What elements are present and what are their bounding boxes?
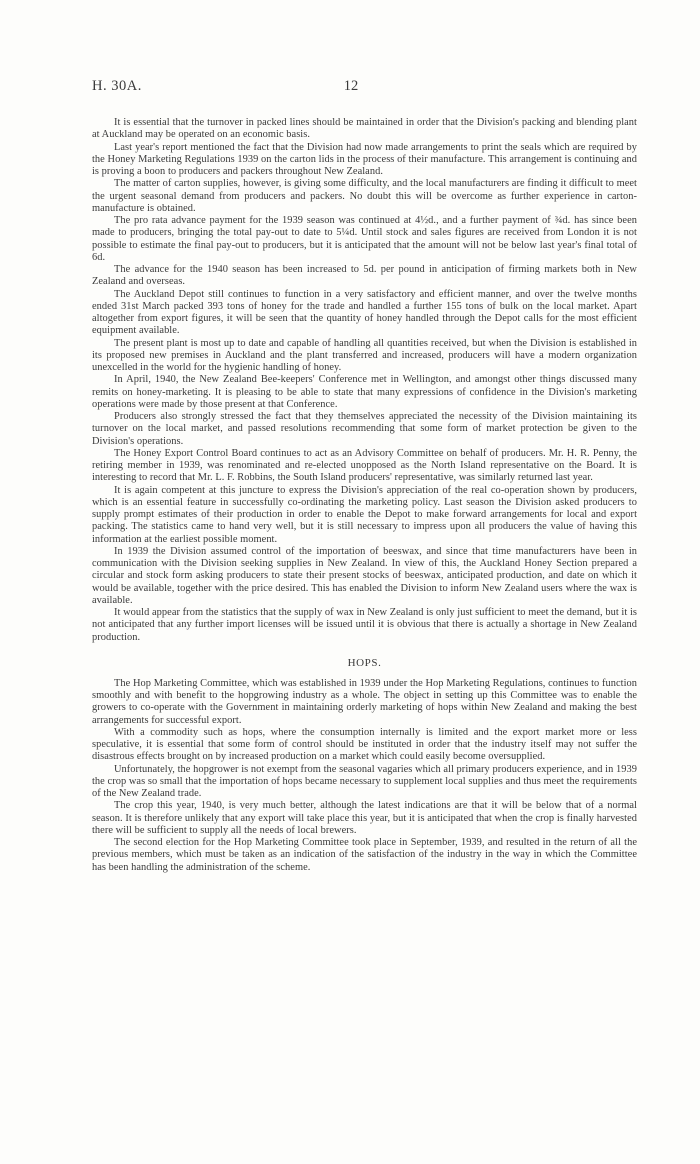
paragraph: The advance for the 1940 season has been increased to 5d. per pound in anticipation of firming markets both in New Zealand and overseas. (92, 264, 637, 288)
paragraph: It would appear from the statistics that the supply of wax in New Zealand is only just sufficient to meet the demand, but it is not anticipated that any further import licenses will be issued until it is obvious that there is actually a shortage in New Zealand production. (92, 607, 637, 643)
paragraph: The second election for the Hop Marketing Committee took place in September, 1939, and resulted in the return of all the previous members, which must be taken as an indication of the satisfaction of the industry in the way in which the Committee has been handling the administration of the scheme. (92, 837, 637, 873)
paragraph: Last year's report mentioned the fact that the Division had now made arrangements to print the seals which are required by the Honey Marketing Regulations 1939 on the carton lids in the process of their manufacture. This arrangement is continuing and is proving a boon to producers and packers throughout New Zealand. (92, 141, 637, 177)
paragraph: The Honey Export Control Board continues to act as an Advisory Committee on behalf of producers. Mr. H. R. Penny, the retiring member in 1939, was renominated and re-elected unopposed as the North Island representative on the Board. It is interesting to record that Mr. L. F. Robbins, the South Island producers' representative, was similarly returned last year. (92, 447, 637, 484)
paragraph: In April, 1940, the New Zealand Bee-keepers' Conference met in Wellington, and amongst other things discussed many remits on honey-marketing. It is pleasing to be able to state that many expressions of confidence in the Division's marketing operations were made by those present at that Conference. (92, 374, 637, 410)
paragraph: The pro rata advance payment for the 1939 season was continued at 4½d., and a further payment of ¾d. has since been made to producers, bringing the total pay-out to date to 5¼d. Until stock and sales figures are received from London it is not possible to estimate the final pay-out to producers, but it is anticipated that the amount will not be below last year's final total of 6d. (92, 215, 637, 263)
paragraph: The Hop Marketing Committee, which was established in 1939 under the Hop Marketing Regulations, continues to function smoothly and with benefit to the hopgrowing industry as a whole. The object in setting up this Committee was to enable the growers to co-operate with the Government in maintaining orderly marketing of hops within New Zealand and making the best arrangements for successful export. (92, 677, 637, 726)
paragraph: It is again competent at this juncture to express the Division's appreciation of the real co-operation shown by producers, which is an essential feature in successfully co-ordinating the marketing policy. Last season the Division asked producers to supply prompt estimates of their production in order to enable the Depot to make forward arrangements for local and export packing. The statistics came to hand very well, but it is still necessary to impress upon all producers the value of having this information at the earliest possible moment. (92, 484, 637, 545)
page-body (92, 117, 637, 874)
page-header (92, 78, 610, 98)
paragraph: In 1939 the Division assumed control of the importation of beeswax, and since that time manufacturers have been in communication with the Division seeking supplies in New Zealand. In view of this, the Auckland Honey Section prepared a circular and stock form asking producers to state their present stocks of beeswax, anticipated production, and date on which it would be available, together with the price desired. This has enabled the Division to inform New Zealand users where the wax is available. (92, 545, 637, 606)
page-number: 12 (343, 78, 359, 94)
paragraph: The present plant is most up to date and capable of handling all quantities received, but when the Division is established in its proposed new premises in Auckland and the plant transferred and increased, producers will have a modern organization unexcelled in the world for the hygienic handling of honey. (92, 337, 637, 373)
paragraph: With a commodity such as hops, where the consumption internally is limited and the export market more or less speculative, it is essential that some form of control should be instituted in order that the industry itself may not suffer the disastrous effects brought on by increased production on a market which could easily become oversupplied. (92, 726, 637, 763)
paragraph: Producers also strongly stressed the fact that they themselves appreciated the necessity of the Division maintaining its turnover on the local market, and passed resolutions recommending that some form of market protection be given to the Division's operations. (92, 411, 637, 447)
paragraph: The matter of carton supplies, however, is giving some difficulty, and the local manufacturers are finding it difficult to meet the urgent seasonal demand from producers and packers. No doubt this will be overcome as further experience in carton-manufacture is obtained. (92, 178, 637, 214)
paragraph: The Auckland Depot still continues to function in a very satisfactory and efficient manner, and over the twelve months ended 31st March packed 393 tons of honey for the trade and handled a further 155 tons of bulk on the local market. Apart altogether from export figures, it will be seen that the quantity of honey handled through the Depot calls for the most efficient equipment available. (92, 288, 637, 337)
section-heading-hops: HOPS. (347, 656, 382, 669)
paragraph: The crop this year, 1940, is very much better, although the latest indications are that it will be below that of a normal season. It is therefore unlikely that any export will take place this year, but it is anticipated that when the crop is finally harvested there will be sufficient to supply all the needs of local brewers. (92, 800, 637, 836)
paragraph: It is essential that the turnover in packed lines should be maintained in order that the Division's packing and blending plant at Auckland may be operated on an economic basis. (92, 117, 637, 141)
paragraph: Unfortunately, the hopgrower is not exempt from the seasonal vagaries which all primary producers experience, and in 1939 the crop was so small that the importation of hops became necessary to supplement local supplies and thus meet the requirements of the New Zealand trade. (92, 763, 637, 799)
document-reference: H. 30A. (92, 78, 142, 94)
